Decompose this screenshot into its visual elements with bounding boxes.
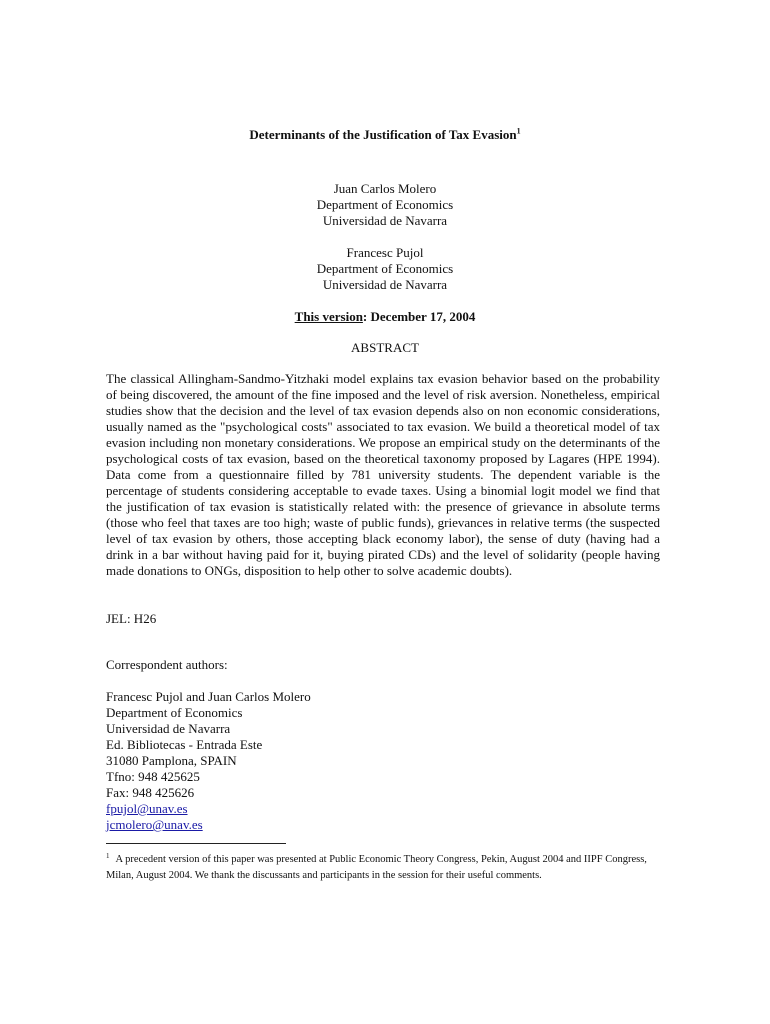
author-1-block [0,181,770,229]
email-link-molero[interactable]: jcmolero@unav.es [106,817,203,832]
author-1-university: Universidad de Navarra [322,213,448,228]
footnote [106,852,660,884]
author-2-block [0,245,770,293]
author-1-department: Department of Economics [316,197,454,212]
paper-title [0,127,770,143]
author-2-department: Department of Economics [316,261,454,276]
version-date: December 17, 2004 [367,309,476,324]
author-1-name: Juan Carlos Molero [333,181,437,196]
footnote-text: A precedent version of this paper was presented at Public Economic Theory Congress, Pekin, August 2004 and IIPF Congress, Milan, August 2004. We thank the discussants and participants in the session for their useful comments. [106,854,647,881]
correspondence-city: 31080 Pamplona, SPAIN [106,753,237,768]
correspondence-building: Ed. Bibliotecas - Entrada Este [106,737,263,752]
abstract-body: The classical Allingham-Sandmo-Yitzhaki model explains tax evasion behavior based on the probability of being discovered, the amount of the fine imposed and the level of risk aversion. Nonetheless, empirical studies show that the decision and the level of tax evasion depends also on non economic considerations, usually named as the "psychological costs" associated to tax evasion. We build a theoretical model of tax evasion including non monetary considerations. We propose an empirical study on the determinants of the psychological costs of tax evasion, based on the theoretical taxonomy proposed by Lagares (HPE 1994). Data come from a questionnaire filled by 781 university students. The dependent variable is the percentage of students considering acceptable to evade taxes. Using a binomial logit model we find that the justification of tax evasion is statistically related with: the presence of grievance in absolute terms (those who feel that taxes are too high; waste of public funds), grievances in relative terms (the suspected level of tax evasion by others, those accepting black economy labor), the sense of duty (having had a drink in a bar without having paid for it, buying pirated CDs) and the level of solidarity (people having made donations to ONGs, disposition to help other to solve academic doubts). [106,371,660,578]
jel-code: JEL: H26 [106,611,157,626]
abstract-heading: ABSTRACT [351,340,419,355]
paper-title-text: Determinants of the Justification of Tax Evasion [249,127,517,142]
author-2-name: Francesc Pujol [346,245,424,260]
version-label: This version [294,309,363,324]
correspondence-phone: Tfno: 948 425625 [106,769,200,784]
version-line [0,309,770,325]
correspondence-heading: Correspondent authors: [106,657,228,672]
footnote-divider [106,843,286,844]
email-link-pujol[interactable]: fpujol@unav.es [106,801,188,816]
correspondence-address [106,689,311,833]
author-2-university: Universidad de Navarra [322,277,448,292]
correspondence-department: Department of Economics [106,705,243,720]
footnote-marker: 1 [106,851,110,860]
version-separator: : [362,309,368,324]
correspondence-fax: Fax: 948 425626 [106,785,195,800]
title-footnote-marker: 1 [516,126,521,136]
correspondence-names: Francesc Pujol and Juan Carlos Molero [106,689,311,704]
correspondence-university: Universidad de Navarra [106,721,231,736]
